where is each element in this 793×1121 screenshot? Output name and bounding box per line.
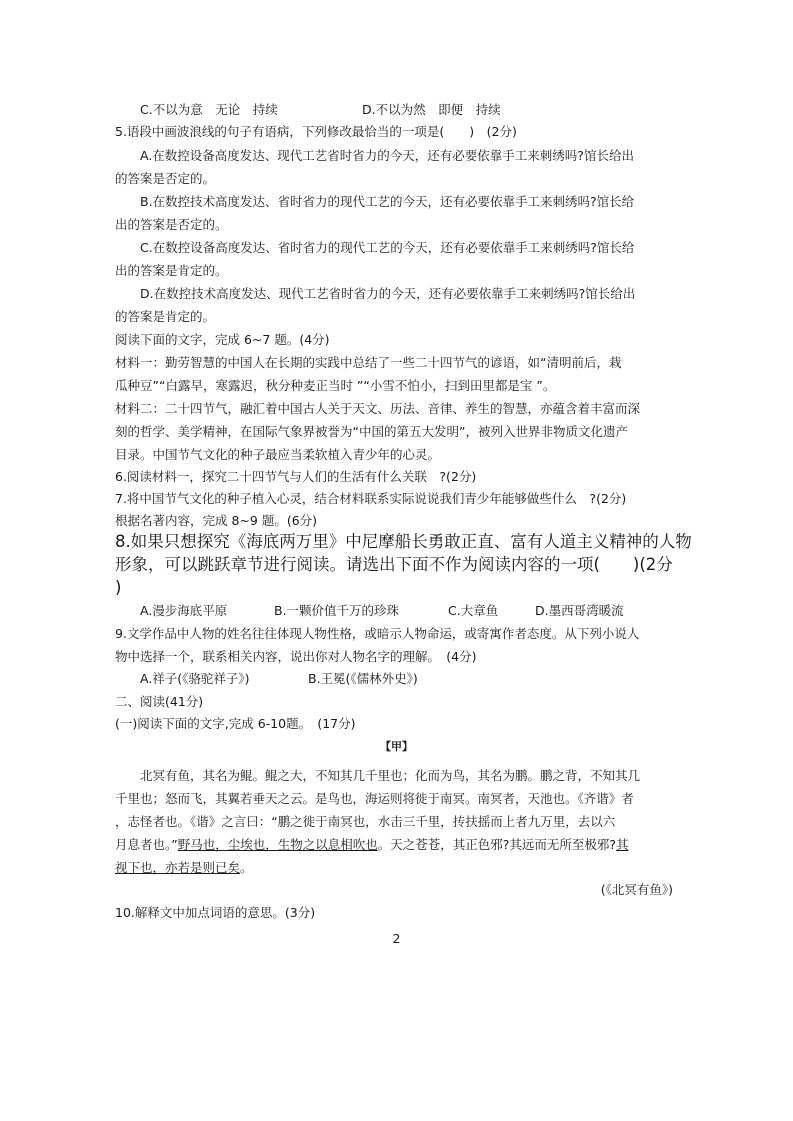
q5-option-c-line1: C.在数控设备高度发达、省时省力的现代工艺的今天，还有必要依靠手工来刺绣吗?馆长给 (140, 240, 635, 255)
underlined-phrase-1: 野马也，尘埃也，生物之以息相吹也 (177, 837, 378, 852)
passage-line2: 千里也；怒而飞，其翼若垂天之云。是鸟也，海运则将徙于南冥。南冥者，天池也。《齐谐》者 (115, 791, 634, 806)
section-2-heading: 二、阅读(41分) (115, 694, 204, 709)
section-2-subheading: (一)阅读下面的文字,完成 6-10题。 (17分) (115, 716, 356, 731)
passage-line4-mid: 。天之苍苍，其正色邪?其远而无所至极邪? (377, 837, 617, 852)
q5-option-d-line2: 的答案是肯定的。 (115, 309, 216, 324)
q8-option-a: A.漫步海底平原 (140, 603, 228, 618)
passage-line5-end: 。 (240, 860, 253, 875)
reading-instruction-6-7: 阅读下面的文字，完成 6~7 题。(4分) (115, 332, 330, 347)
q5-option-d-line1: D.在数控技术高度发达、现代工艺省时省力的今天，还有必要依靠手工来刺绣吗?馆长给出 (140, 286, 636, 301)
passage-line4 (115, 835, 629, 855)
passage-line1: 北冥有鱼，其名为鲲。鲲之大，不知其几千里也；化而为鸟，其名为鹏。鹏之背，不知其几 (140, 768, 641, 783)
material-1-line1: 材料一：勤劳智慧的中国人在长期的实践中总结了一些二十四节气的谚语，如“清明前后，栽 (115, 355, 622, 370)
page-number: 2 (392, 931, 401, 946)
q4-option-c: C.不以为意 无论 持续 (140, 102, 278, 117)
material-2-line1: 材料二：二十四节气，融汇着中国古人关于天文、历法、音律、养生的智慧，亦蕴含着丰富而深 (115, 401, 641, 416)
question-5: 5.语段中画波浪线的句子有语病，下列修改最恰当的一项是( ) (2分) (115, 124, 517, 139)
q5-option-a-line1: A.在数控设备高度发达、现代工艺省时省力的今天，还有必要依靠手工来刺绣吗?馆长给出 (140, 148, 634, 163)
question-9-line2: 物中选择一个，联系相关内容，说出你对人物名字的理解。 (4分) (115, 649, 477, 664)
question-8-line1: 8.如果只想探究《海底两万里》中尼摩船长勇敢正直、富有人道主义精神的人物 (115, 532, 692, 551)
passage-line5 (115, 858, 253, 878)
material-2-line2: 刻的哲学、美学精神，在国际气象界被誉为“中国的第五大发明”，被列入世界非物质文化遗产 (115, 424, 628, 439)
q8-option-c: C.大章鱼 (448, 603, 499, 618)
passage-line3: ，志怪者也。《谐》之言曰：“鹏之徙于南冥也，水击三千里，抟扶摇而上者九万里，去以六 (115, 814, 616, 829)
question-8-line2: 形象，可以跳跃章节进行阅读。请选出下面不作为阅读内容的一项( )(2分 (115, 555, 673, 574)
q9-option-b: B.王冕(《儒林外史》) (308, 671, 418, 686)
q8-option-d: D.墨西哥湾暖流 (535, 603, 624, 618)
passage-line4-start: 月息者也。” (115, 837, 178, 852)
question-10: 10.解释文中加点词语的意思。(3分) (115, 905, 316, 920)
material-2-line3: 目录。中国节气文化的种子最应当柔软植入青少年的心灵。 (115, 447, 441, 462)
q5-option-b-line2: 出的答案是否定的。 (115, 217, 228, 232)
underlined-phrase-2-start: 其 (616, 837, 629, 852)
q9-option-a: A.祥子(《骆驼祥子》) (140, 671, 250, 686)
q4-option-d: D.不以为然 即便 持续 (362, 102, 501, 117)
reading-instruction-8-9: 根据名著内容，完成 8~9 题。(6分) (115, 513, 318, 528)
q5-option-c-line2: 出的答案是肯定的。 (115, 263, 228, 278)
material-1-line2: 瓜种豆”“白露早，寒露迟，秋分种麦正当时 ”“小雪不怕小，扫到田里都是宝 ”。 (115, 378, 556, 393)
passage-label-jia: 【甲】 (380, 740, 413, 753)
question-7: 7.将中国节气文化的种子植入心灵，结合材料联系实际说说我们青少年能够做些什么 ?(2分) (115, 491, 627, 506)
question-6: 6.阅读材料一，探究二十四节气与人们的生活有什么关联 ?(2分) (115, 469, 477, 484)
underlined-phrase-2-end: 视下也，亦若是则已矣 (115, 860, 241, 875)
q5-option-b-line1: B.在数控技术高度发达、省时省力的现代工艺的今天，还有必要依靠手工来刺绣吗?馆长给 (140, 194, 635, 209)
passage-source: (《北冥有鱼》) (600, 882, 673, 897)
q8-option-b: B.一颗价值千万的珍珠 (274, 603, 400, 618)
question-8-line3: ) (115, 578, 122, 597)
q5-option-a-line2: 的答案是否定的。 (115, 171, 216, 186)
question-9-line1: 9.文学作品中人物的姓名往往体现人物性格，或暗示人物命运，或寄寓作者态度。从下列小说人 (115, 626, 640, 641)
